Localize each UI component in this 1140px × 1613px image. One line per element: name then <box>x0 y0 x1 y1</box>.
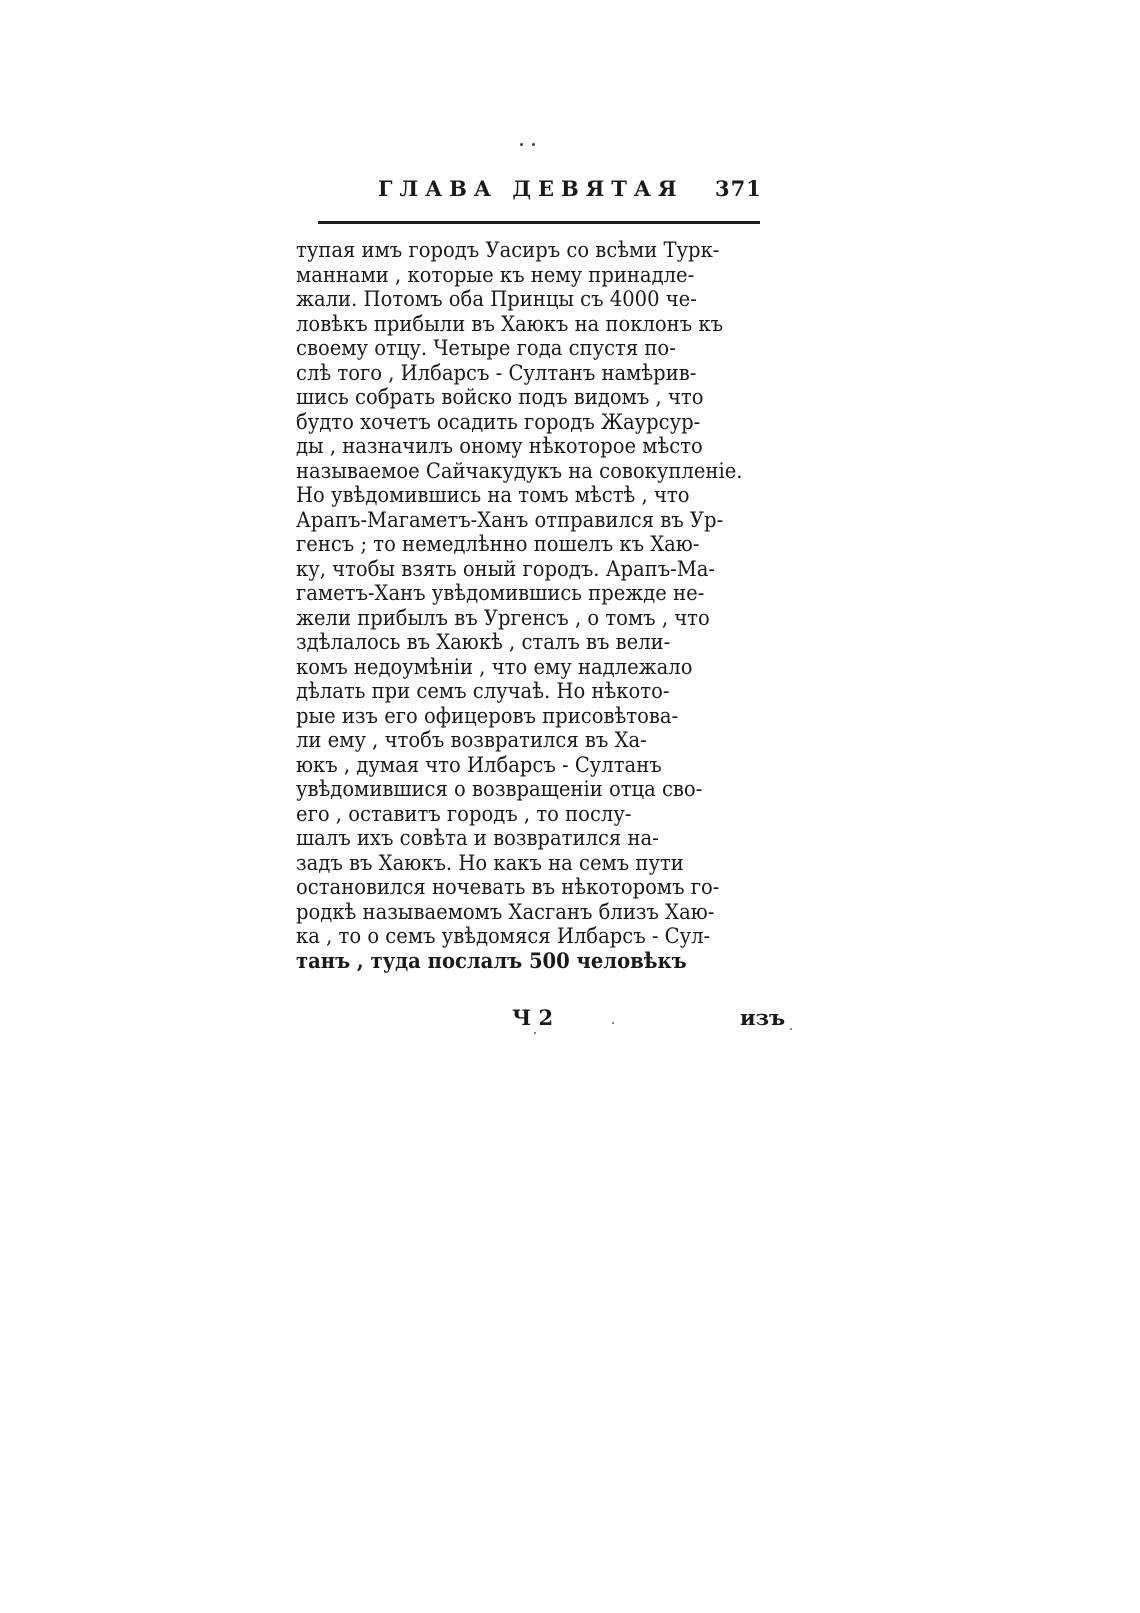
decorative-dots <box>520 143 540 149</box>
text-line: ды , назначилъ оному нѣкоторое мѣсто <box>296 434 703 458</box>
text-line: гаметъ-Ханъ увѣдомившись прежде не- <box>296 581 705 605</box>
text-line: шись собрать войско подъ видомъ , что <box>296 385 704 409</box>
text-line: маннами , которые къ нему принадле- <box>296 262 695 287</box>
body-text <box>296 238 786 973</box>
text-line: жали. Потомъ оба Принцы съ 4000 че- <box>296 287 697 311</box>
text-line: дѣлать при семъ случаѣ. Но нѣкото- <box>296 679 670 703</box>
text-line: слѣ того , Илбарсъ - Султанъ намѣрив- <box>296 360 697 385</box>
text-line: Но увѣдомившись на томъ мѣстѣ , что <box>296 483 690 507</box>
text-line: ловѣкъ прибыли въ Хаюкъ на поклонъ къ <box>296 311 724 336</box>
text-line: ка , то о семъ увѣдомяся Илбарсъ - Сул- <box>296 924 711 948</box>
text-line: рые изъ его офицеровъ присовѣтова- <box>296 703 679 728</box>
text-line: называемое Сайчакудукъ на совокупленіе. <box>296 458 743 483</box>
text-line: юкъ , думая что Илбарсъ - Султанъ <box>296 752 662 777</box>
print-speck <box>790 1028 792 1030</box>
page-number: 371 <box>715 176 762 201</box>
running-header: ГЛАВА ДЕВЯТАЯ <box>378 176 684 201</box>
text-line: остановился ночевать въ нѣкоторомъ го- <box>296 875 720 899</box>
text-line: жели прибылъ въ Ургенсъ , о томъ , что <box>296 605 710 630</box>
print-speck <box>612 1022 614 1024</box>
text-line: ку, чтобы взять оный городъ. Арапъ-Ма- <box>296 556 716 581</box>
text-line: танъ , туда послалъ 500 человѣкъ <box>296 947 687 973</box>
text-line: шалъ ихъ совѣта и возвратился на- <box>296 826 659 850</box>
text-line: его , оставитъ городъ , то послу- <box>296 801 632 826</box>
dot <box>532 143 535 146</box>
print-speck <box>534 1032 536 1034</box>
text-line: увѣдомившися о возвращеніи отца сво- <box>296 777 703 801</box>
header-rule <box>318 221 760 224</box>
text-line: генсъ ; то немедлѣнно пошелъ къ Хаю- <box>296 532 700 556</box>
text-line: ли ему , чтобъ возвратился въ Ха- <box>296 728 647 752</box>
text-line: задъ въ Хаюкъ. Но какъ на семъ пути <box>296 850 684 875</box>
text-line: тупая имъ городъ Уасиръ со всѣми Турк- <box>296 238 720 262</box>
text-line: своему отцу. Четыре года спустя по- <box>296 336 676 360</box>
signature-mark: Ч 2 <box>512 1005 554 1030</box>
text-line: здѣлалось въ Хаюкѣ , сталъ въ вели- <box>296 630 671 654</box>
text-line: Арапъ-Магаметъ-Ханъ отправился въ Ур- <box>296 507 724 532</box>
text-line: родкѣ называемомъ Хасганъ близъ Хаю- <box>296 899 715 924</box>
dot <box>520 143 523 146</box>
text-line: комъ недоумѣніи , что ему надлежало <box>296 654 693 679</box>
text-line: будто хочетъ осадить городъ Жаурсур- <box>296 409 701 434</box>
catchword: изъ <box>740 1005 786 1030</box>
